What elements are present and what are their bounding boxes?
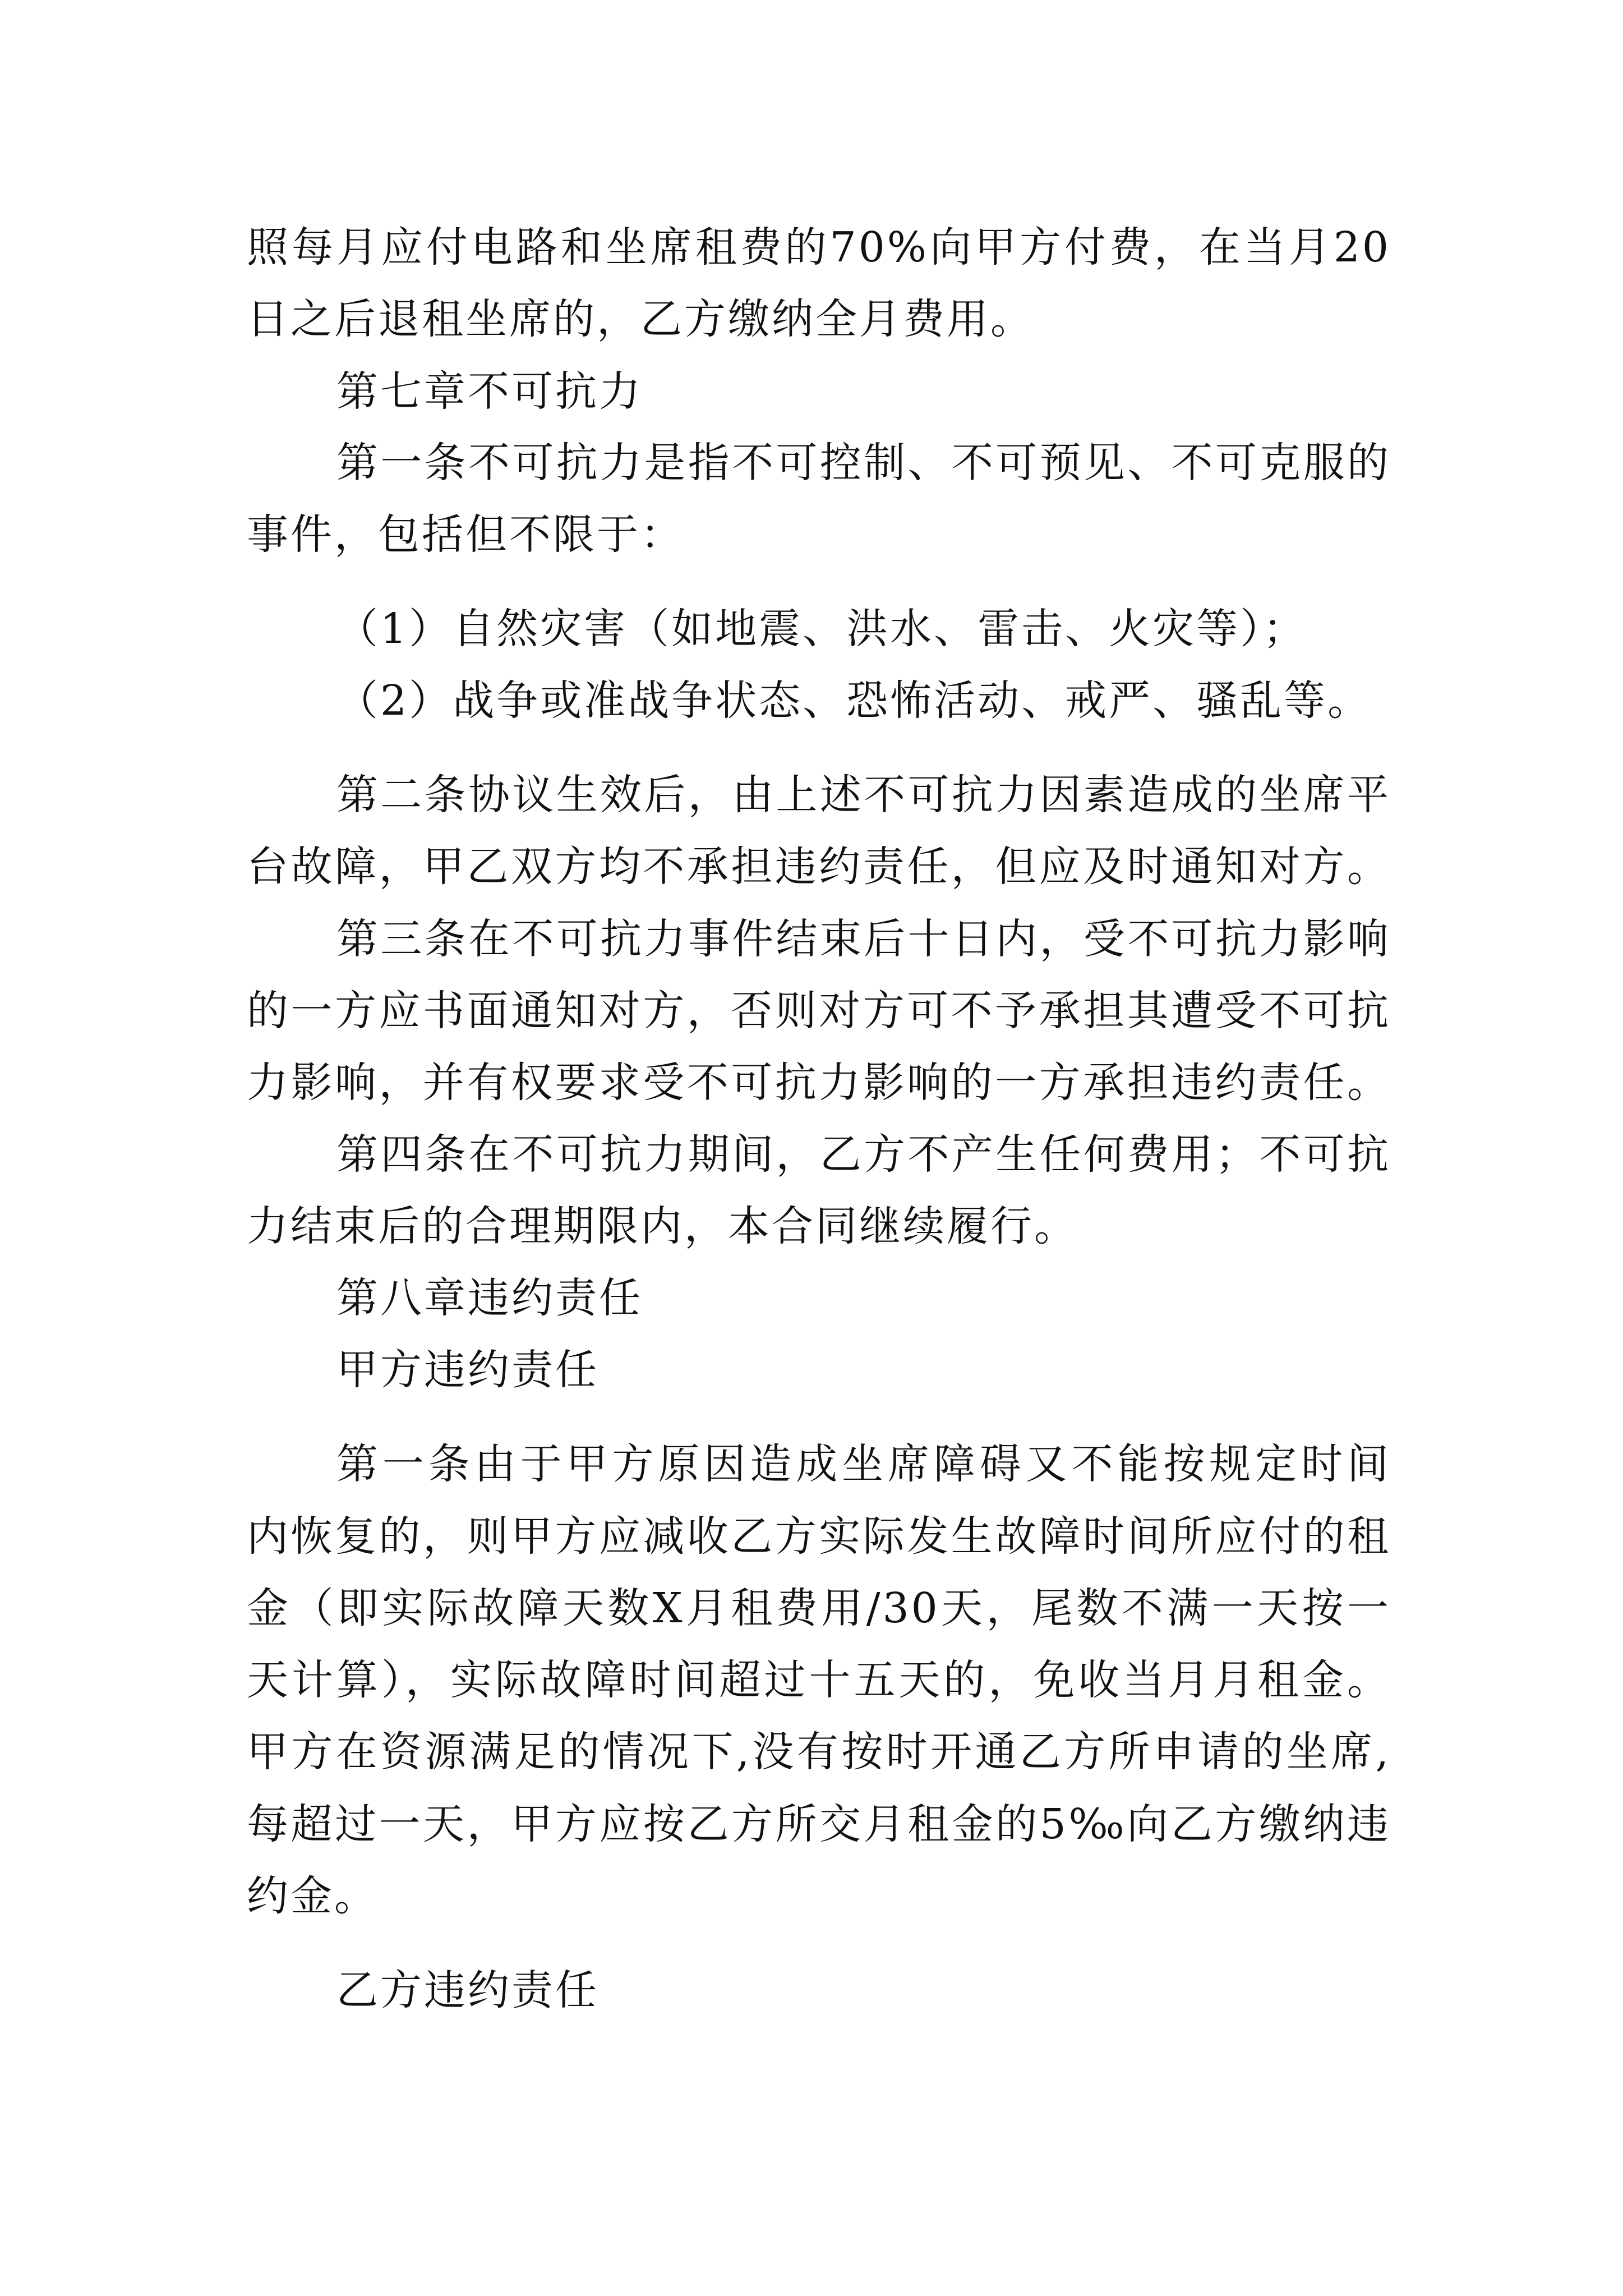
- chapter-heading: 第八章违约责任: [336, 1274, 643, 1322]
- paragraph-line: 第四条在不可抗力期间，乙方不产生任何费用；不可抗: [336, 1130, 1391, 1179]
- paragraph-line: 力结束后的合理期限内，本合同继续履行。: [247, 1202, 1078, 1250]
- paragraph-line: 内恢复的，则甲方应减收乙方实际发生故障时间所应付的租: [247, 1512, 1391, 1561]
- paragraph-line: 甲方在资源满足的情况下,没有按时开通乙方所申请的坐席,: [247, 1728, 1391, 1776]
- paragraph-line: 的一方应书面通知对方，否则对方可不予承担其遭受不可抗: [247, 987, 1391, 1035]
- paragraph-line: 每超过一天，甲方应按乙方所交月租金的5‰向乙方缴纳违: [247, 1800, 1391, 1848]
- paragraph-line: 约金。: [247, 1872, 378, 1920]
- paragraph-line: 第二条协议生效后，由上述不可抗力因素造成的坐席平: [336, 771, 1391, 819]
- section-heading: 甲方违约责任: [336, 1346, 599, 1394]
- paragraph-line: 第三条在不可抗力事件结束后十日内，受不可抗力影响: [336, 915, 1391, 963]
- paragraph-line: 金（即实际故障天数X月租费用/30天，尾数不满一天按一: [247, 1584, 1391, 1632]
- paragraph-line: 第一条不可抗力是指不可控制、不可预见、不可克服的: [336, 439, 1391, 487]
- section-heading: 乙方违约责任: [336, 1966, 599, 2014]
- paragraph-line: 照每月应付电路和坐席租费的70%向甲方付费，在当月20: [247, 223, 1391, 272]
- chapter-heading: 第七章不可抗力: [336, 367, 643, 416]
- list-item: （2）战争或准战争状态、恐怖活动、戒严、骚乱等。: [336, 677, 1372, 725]
- paragraph-line: 力影响，并有权要求受不可抗力影响的一方承担违约责任。: [247, 1059, 1391, 1107]
- paragraph-line: 台故障，甲乙双方均不承担违约责任，但应及时通知对方。: [247, 843, 1391, 891]
- paragraph-line: 天计算），实际故障时间超过十五天的，免收当月月租金。: [247, 1656, 1391, 1704]
- list-item: （1）自然灾害（如地震、洪水、雷击、火灾等）；: [336, 605, 1307, 653]
- paragraph-line: 第一条由于甲方原因造成坐席障碍又不能按规定时间: [336, 1440, 1391, 1488]
- paragraph-line: 事件，包括但不限于：: [247, 510, 684, 559]
- paragraph-line: 日之后退租坐席的，乙方缴纳全月费用。: [247, 295, 1034, 343]
